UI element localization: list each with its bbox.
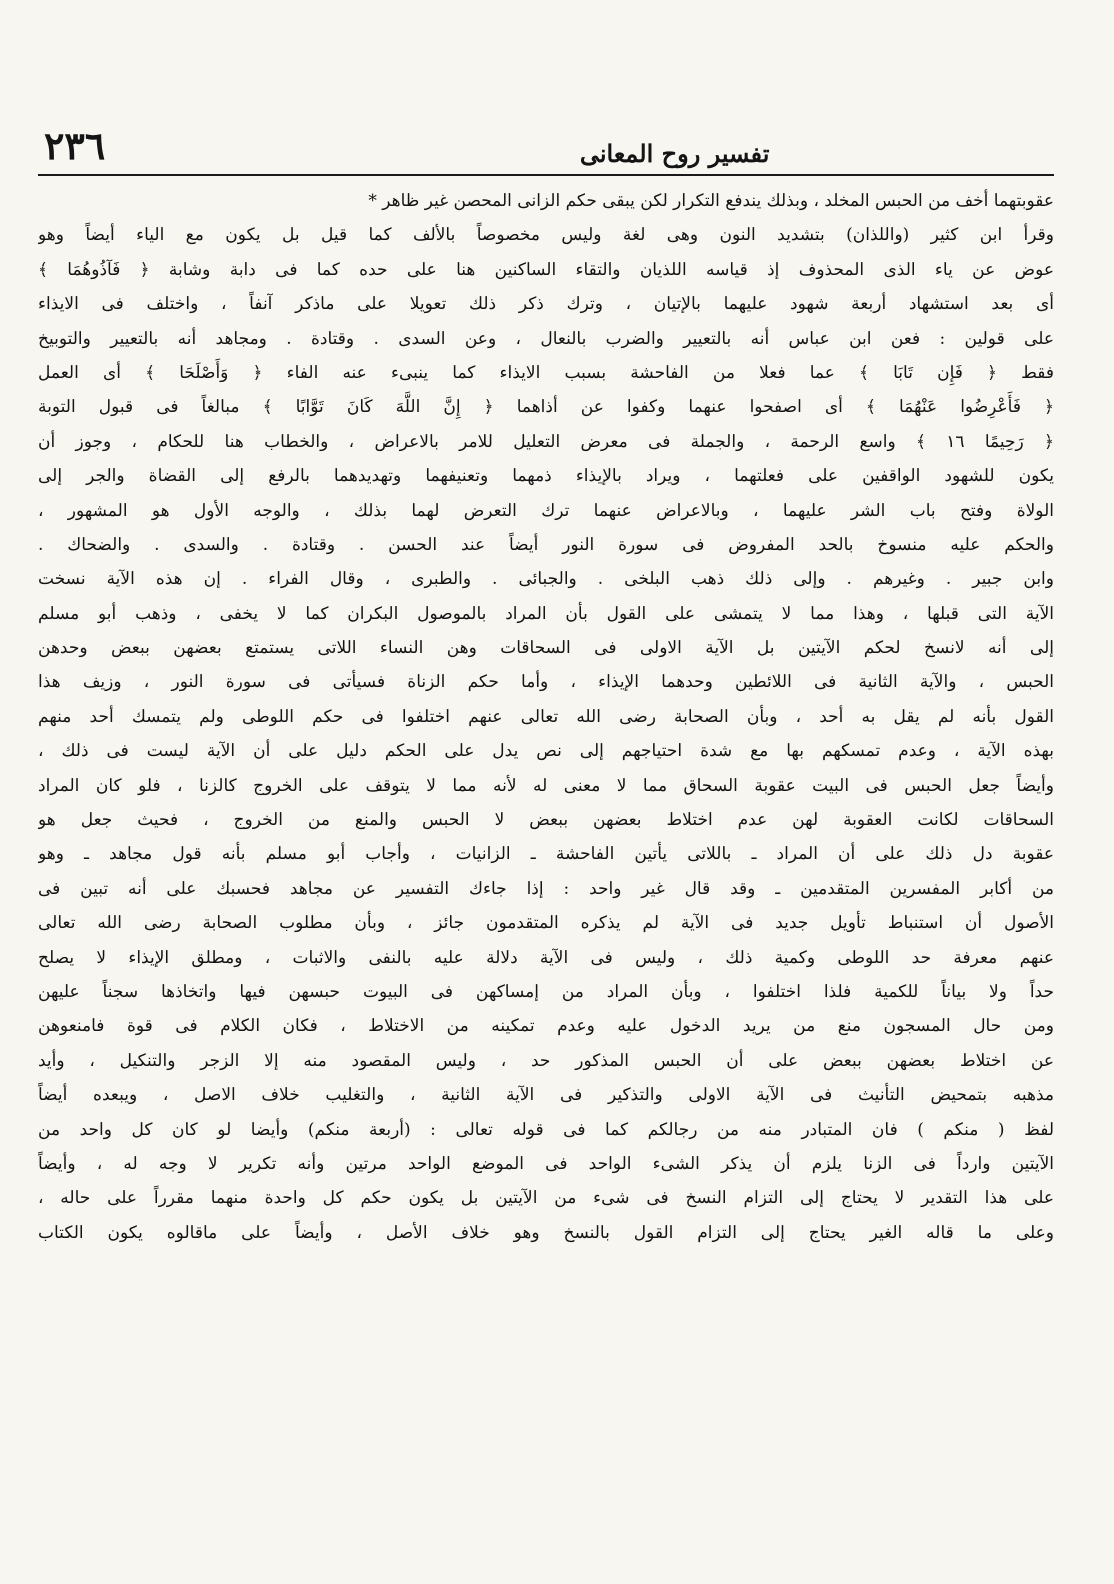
text-line: عوض عن ياء الذى المحذوف إذ قياسه اللذيان والتقاء الساكنين هنا على حده كما فى دابة وشابة ﴿ فَآذُوهُمَا ﴾ — [38, 259, 1054, 280]
text-line: بهذه الآية ، وعدم تمسكهم بها مع شدة احتياجهم إلى نص يدل على الحكم دليل على أن الآية ليست فى ذلك ، — [38, 741, 1054, 762]
page-body — [38, 184, 1054, 1250]
text-line: يكون للشهود الواقفين على فعلتهما ، ويراد بالإيذاء ذمهما وتعنيفهما وتهديدهما بالرفع إلى القضاة والجر إلى — [38, 466, 1054, 487]
text-line: القول بأنه لم يقل به أحد ، وبأن الصحابة رضى الله تعالى عنهم اختلفوا فى حكم اللوطى ولم يتمسك أحد منهم — [38, 706, 1054, 727]
text-line: عقوبتهما أخف من الحبس المخلد ، وبذلك يندفع التكرار لكن يبقى حكم الزانى المحصن غير ظاهر * — [368, 191, 1054, 211]
text-line: عن اختلاط بعضهن ببعض على أن الحبس المذكور حد ، وليس المقصود منه إلا الزجر والتنكيل ، وأيد — [38, 1050, 1054, 1071]
text-line: وابن جبير . وغيرهم . وإلى ذلك ذهب البلخى . والجبائى . والطبرى ، وقال الفراء . إن هذه الآية نسخت — [38, 569, 1054, 590]
text-line: إلى أنه لانسخ لحكم الآيتين بل الآية الاولى فى السحاقات وهن النساء اللاتى يستمتع بعضهن ببعض وحدهن — [38, 638, 1054, 659]
text-line: الآية التى قبلها ، وهذا مما لا يتمشى على القول بأن المراد بالموصول البكران كما لا يخفى ، وذهب أبو مسلم — [38, 603, 1054, 624]
text-line: الولاة وفتح باب الشر عليهما ، وبالاعراض عنهما ترك التعرض لهما بذلك ، والوجه الأول هو المشهور ، — [38, 500, 1054, 521]
text-line: ﴿ فَأَعْرِضُوا عَنْهُمَا ﴾ أى اصفحوا عنهما وكفوا عن أذاهما ﴿ إِنَّ اللَّهَ كَانَ تَوَّابًا ﴾ مبالغاً فى قبول التوبة — [38, 397, 1054, 418]
page-header — [38, 120, 1054, 176]
text-line: وأيضاً جعل الحبس فى البيت عقوبة السحاق مما لا معنى له لأنه مما لا يتوقف على الخروج كالزنا ، فلو كان المراد — [38, 775, 1054, 796]
text-line: ومن حال المسجون منع من يريد الدخول عليه وعدم تمكينه من الاختلاط ، فكان الكلام فى قوة فامنعوهن — [38, 1016, 1054, 1037]
text-line: فقط ﴿ فَإِن تَابَا ﴾ عما فعلا من الفاحشة بسبب الايذاء كما ينبىء عنه الفاء ﴿ وَأَصْلَحَا ﴾ أى العمل — [38, 362, 1054, 383]
text-line: أى بعد استشهاد أربعة شهود عليهما بالإتيان ، وترك ذكر ذلك تعويلا على ماذكر آنفاً ، واختلف فى الايذاء — [38, 294, 1054, 315]
text-line: لفظ ( منكم ) فان المتبادر منه من رجالكم كما فى قوله تعالى : (أربعة منكم) وأيضا لو كان كل واحد من — [38, 1119, 1054, 1140]
text-line: على هذا التقدير لا يحتاج إلى التزام النسخ فى شىء من الآيتين بل يكون حكم كل واحدة منهما مقرراً على حاله ، — [38, 1188, 1054, 1209]
running-title: تفسير روح المعانى — [579, 139, 770, 168]
text-line: عنهم معرفة حد اللوطى وكمية ذلك ، وليس فى الآية دلالة عليه بالنفى والاثبات ، ومطلق الإيذاء لا يصلح — [38, 947, 1054, 968]
page-number: ٢٣٦ — [44, 123, 106, 168]
text-line: الأصول أن استنباط تأويل جديد فى الآية لم يذكره المتقدمون جائز ، وبأن مطلوب الصحابة رضى الله تعالى — [38, 913, 1054, 934]
text-line: السحاقات لكانت العقوبة لهن عدم اختلاط بعضهن ببعض لا الحبس والمنع من الخروج ، فحيث جعل هو — [38, 810, 1054, 831]
text-line: الحبس ، والآية الثانية فى اللائطين وحدهما الإيذاء ، وأما حكم الزناة فسيأتى فى سورة النور ، وزيف هذا — [38, 672, 1054, 693]
text-line: على قولين : فعن ابن عباس أنه بالتعيير والضرب بالنعال ، وعن السدى . وقتادة . ومجاهد أنه بالتعيير والتوبيخ — [38, 328, 1054, 349]
text-line: وقرأ ابن كثير (واللذان) بتشديد النون وهى لغة وليس مخصوصاً بالألف كما قيل بل يكون مع الياء أيضاً وهو — [38, 225, 1054, 246]
text-line: والحكم عليه منسوخ بالحد المفروض فى سورة النور أيضاً عند الحسن . وقتادة . والسدى . والضحاك . — [38, 534, 1054, 555]
text-line: الآيتين وارداً فى الزنا يلزم أن يذكر الشىء الواحد فى الموضع الواحد مرتين وأنه تكرير لا وجه له ، وأيضاً — [38, 1153, 1054, 1174]
text-line: مذهبه بتمحيض التأنيث فى الآية الاولى والتذكير فى الآية الثانية ، والتغليب خلاف الاصل ، ويبعده أيضاً — [38, 1085, 1054, 1106]
text-line: حداً ولا بياناً للكمية فلذا اختلفوا ، وبأن المراد من إمساكهن فى البيوت حبسهن فيها واتخاذها سجناً عليهن — [38, 981, 1054, 1002]
text-line: من أكابر المفسرين المتقدمين ـ وقد قال غير واحد : إذا جاءك التفسير عن مجاهد فحسبك على أنه تبين فى — [38, 878, 1054, 899]
text-line: ﴿ رَحِيمًا ١٦ ﴾ واسع الرحمة ، والجملة فى معرض التعليل للامر بالاعراض ، والخطاب هنا للحكام ، وجوز أن — [38, 431, 1054, 452]
text-line: عقوبة دل ذلك على أن المراد ـ باللاتى يأتين الفاحشة ـ الزانيات ، وأجاب أبو مسلم بأنه قول مجاهد ـ وهو — [38, 844, 1054, 865]
text-line: وعلى ما قاله الغير يحتاج إلى التزام القول بالنسخ وهو خلاف الأصل ، وأيضاً على ماقالوه يكون الكتاب — [38, 1222, 1054, 1243]
